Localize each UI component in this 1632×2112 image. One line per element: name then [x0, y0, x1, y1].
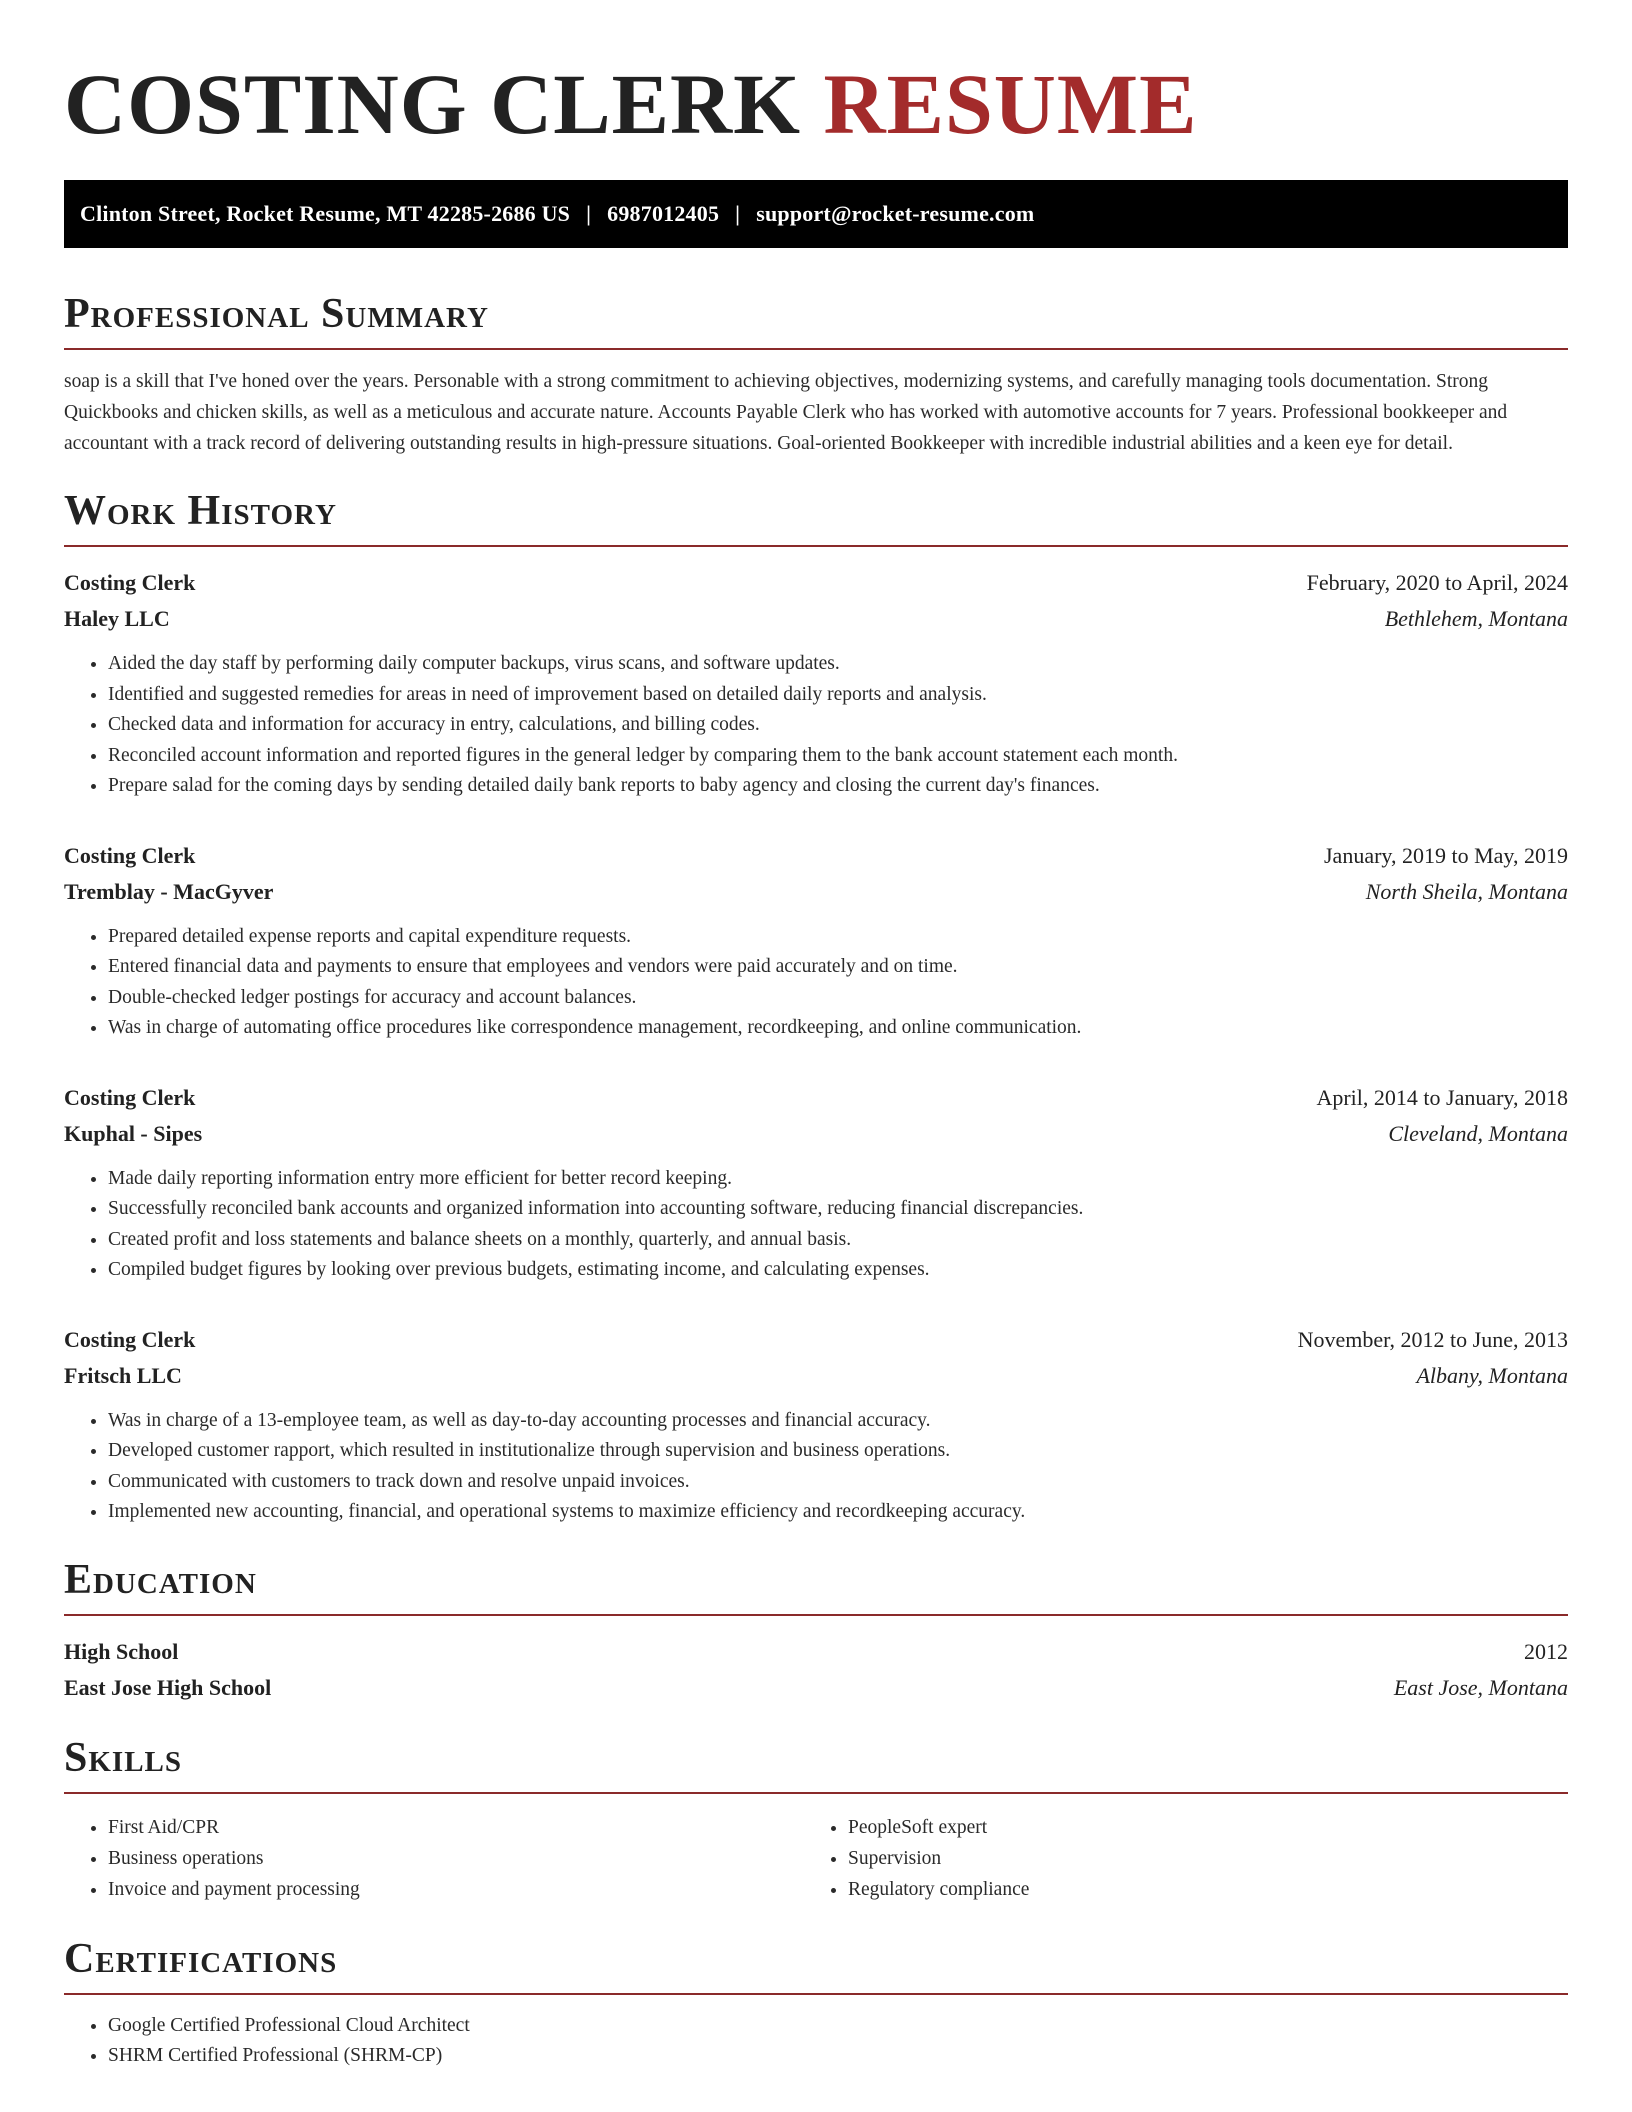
job-duty: • Implemented new accounting, financial, and operational systems to maximize efficiency and recordkeeping accuracy.	[108, 1497, 1568, 1528]
job-duty: • Developed customer rapport, which resulted in institutionalize through supervision and business operations.	[108, 1436, 1568, 1467]
section-heading-certifications: Certifications	[64, 1935, 1568, 1995]
section-heading-skills: Skills	[64, 1734, 1568, 1794]
job-entry	[64, 1322, 1568, 1528]
job-company: Haley LLC	[64, 606, 170, 631]
job-title: Costing Clerk	[64, 842, 196, 868]
skill-item: • Invoice and payment processing	[108, 1874, 804, 1905]
section-heading-education: Education	[64, 1556, 1568, 1616]
job-company: Tremblay - MacGyver	[64, 878, 274, 904]
contact-separator: |	[735, 201, 741, 226]
resume-page	[64, 0, 1568, 2072]
resume-title	[64, 58, 1568, 150]
job-dates: April, 2014 to January, 2018	[1316, 1084, 1568, 1110]
job-company: Fritsch LLC	[64, 1362, 182, 1388]
skill-item: • Regulatory compliance	[848, 1874, 1544, 1905]
contact-bar	[64, 180, 1568, 248]
job-entry	[64, 838, 1568, 1044]
job-duty: • Prepared detailed expense reports and capital expenditure requests.	[108, 922, 1568, 953]
skill-item: • PeopleSoft expert	[848, 1812, 1544, 1843]
job-duty: • Successfully reconciled bank accounts and organized information into accounting software, reducing financial discrepancies.	[108, 1194, 1568, 1225]
job-duty: • Compiled budget figures by looking over previous budgets, estimating income, and calculating expenses.	[108, 1255, 1568, 1286]
job-duty: • Double-checked ledger postings for accuracy and account balances.	[108, 983, 1568, 1014]
job-location: North Sheila, Montana	[1365, 878, 1568, 904]
job-location: Albany, Montana	[1416, 1362, 1568, 1388]
certification-item: • Google Certified Professional Cloud Architect	[108, 2011, 1568, 2042]
job-duties-list	[64, 1406, 1568, 1528]
skills-list-left	[64, 1812, 804, 1905]
job-duty: • Prepare salad for the coming days by sending detailed daily bank reports to baby agency and closing the current day's finances.	[108, 771, 1568, 802]
job-duties-list	[64, 922, 1568, 1044]
job-company: Kuphal - Sipes	[64, 1120, 203, 1146]
job-entry	[64, 1080, 1568, 1286]
contact-phone: 6987012405	[607, 201, 720, 226]
title-accent: RESUME	[823, 56, 1198, 152]
job-duty: • Was in charge of automating office procedures like correspondence management, recordkeeping, and online communication.	[108, 1013, 1568, 1044]
job-title: Costing Clerk	[64, 570, 196, 595]
contact-email[interactable]: support@rocket-resume.com	[756, 201, 1035, 226]
certification-item: • SHRM Certified Professional (SHRM-CP)	[108, 2041, 1568, 2072]
job-duty: • Aided the day staff by performing daily computer backups, virus scans, and software updates.	[108, 649, 1568, 680]
section-heading-summary: Professional Summary	[64, 290, 1568, 350]
contact-address: Clinton Street, Rocket Resume, MT 42285-2686 US	[80, 201, 571, 226]
section-heading-work-history: Work History	[64, 487, 1568, 547]
education-degree: High School	[64, 1638, 179, 1664]
job-location: Bethlehem, Montana	[1384, 606, 1568, 631]
job-duties-list	[64, 649, 1568, 802]
job-duty: • Entered financial data and payments to ensure that employees and vendors were paid accurately and on time.	[108, 952, 1568, 983]
job-duty: • Communicated with customers to track down and resolve unpaid invoices.	[108, 1467, 1568, 1498]
job-title: Costing Clerk	[64, 1326, 196, 1352]
job-location: Cleveland, Montana	[1388, 1120, 1568, 1146]
job-title: Costing Clerk	[64, 1084, 196, 1110]
job-dates: January, 2019 to May, 2019	[1324, 842, 1568, 868]
skill-item: • Supervision	[848, 1843, 1544, 1874]
skill-item: • First Aid/CPR	[108, 1812, 804, 1843]
skill-item: • Business operations	[108, 1843, 804, 1874]
certifications-list	[64, 2011, 1568, 2072]
job-duties-list	[64, 1164, 1568, 1286]
skills-list-right	[804, 1812, 1544, 1905]
contact-separator: |	[586, 201, 592, 226]
job-duty: • Checked data and information for accuracy in entry, calculations, and billing codes.	[108, 710, 1568, 741]
education-year: 2012	[1524, 1638, 1568, 1664]
summary-text: soap is a skill that I've honed over the years. Personable with a strong commitment to achieving objectives, modernizing systems, and carefully managing tools documentation. Strong Quickbooks and chicken skills, as well as a meticulous and accurate nature. Accounts Payable Clerk who has worked with automotive accounts for 7 years. Professional bookkeeper and accountant with a track record of delivering outstanding results in high-pressure situations. Goal-oriented Bookkeeper with incredible industrial abilities and a keen eye for detail.	[64, 371, 1508, 454]
education-location: East Jose, Montana	[1393, 1674, 1568, 1700]
job-dates: February, 2020 to April, 2024	[1306, 570, 1568, 595]
job-duty: • Reconciled account information and reported figures in the general ledger by comparing them to the bank account statement each month.	[108, 741, 1568, 772]
job-duty: • Was in charge of a 13-employee team, as well as day-to-day accounting processes and financial accuracy.	[108, 1406, 1568, 1437]
job-duty: • Made daily reporting information entry more efficient for better record keeping.	[108, 1164, 1568, 1195]
job-entry	[64, 565, 1568, 802]
job-dates: November, 2012 to June, 2013	[1297, 1326, 1568, 1352]
title-main: COSTING CLERK	[64, 56, 801, 152]
education-school: East Jose High School	[64, 1674, 272, 1700]
skills-grid	[64, 1812, 1568, 1905]
job-duty: • Created profit and loss statements and balance sheets on a monthly, quarterly, and annual basis.	[108, 1225, 1568, 1256]
job-duty: • Identified and suggested remedies for areas in need of improvement based on detailed daily reports and analysis.	[108, 680, 1568, 711]
education-entry	[64, 1634, 1568, 1706]
